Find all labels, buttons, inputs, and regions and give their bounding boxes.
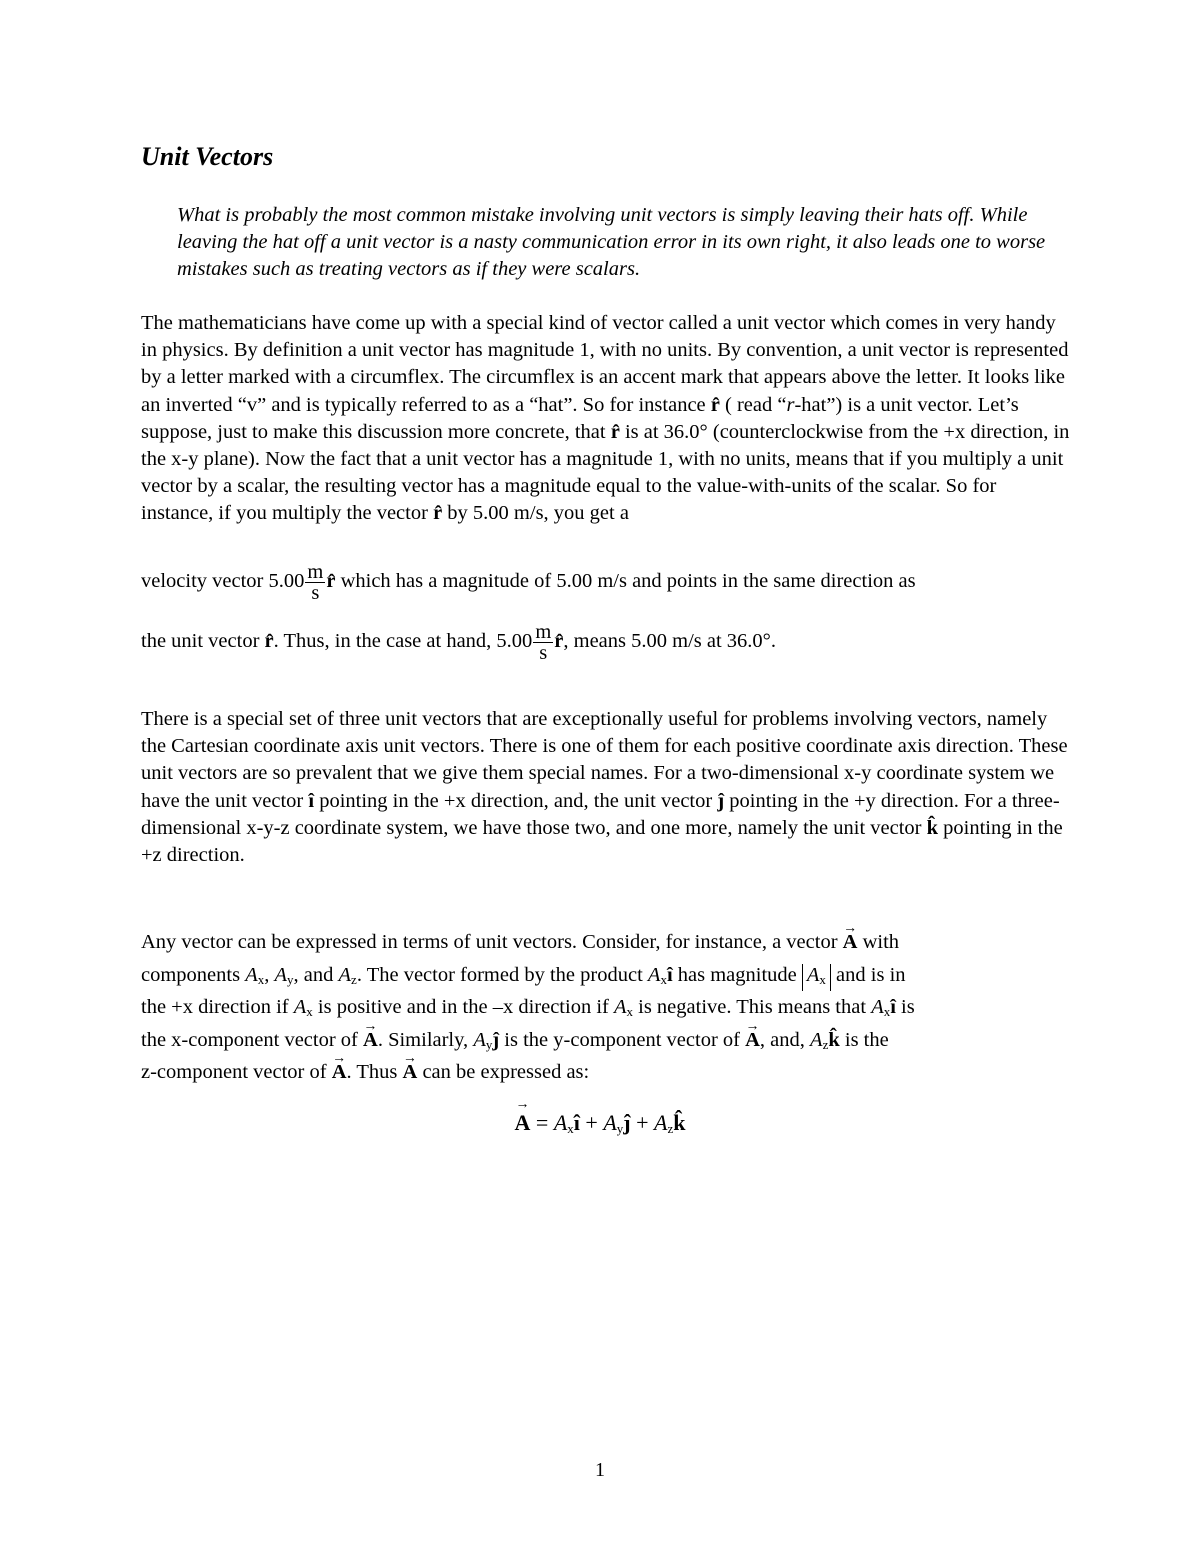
fraction-m-over-s: $\frac{m}{s}$ — [307, 561, 324, 604]
page-title: Unit Vectors — [141, 142, 274, 171]
vector-equation: → $A = A_xî$ + $A_yĵ$ + $A_zk̂$ — [0, 1110, 1200, 1137]
paragraph-cartesian-unit-vectors: There is a special set of three unit vectors that are exceptionally useful for problems involving vectors, namely the Cartesian coordinate axis unit vectors. There is one of them for each positive coordinate axis direction. These unit vectors are so prevalent that we give them special names. For a two-dimensional x-y coordinate system we have the unit vector î pointing in the +x direction, and, the unit vector ĵ pointing in the +y direction. For a three-dimensional x-y-z coordinate system, we have those two, and one more, namely the unit vector k̂ pointing in the +z direction. — [141, 708, 1068, 867]
absolute-value: $A_x$ — [802, 964, 831, 991]
intro-quote: What is probably the most common mistake involving unit vectors is simply leaving their hats off. While leaving the hat off a unit vector is a nasty communication error in its own right, it also leads one to worse mistakes such as treating vectors as if they were scalars. — [177, 204, 1046, 280]
formula-line-velocity: velocity vector 5.00 $\frac{m}{s}$ r̂ which has a magnitude of 5.00 m/s and points in the same direction as — [141, 561, 916, 604]
paragraph-vector-components: Any vector can be expressed in terms of unit vectors. Consider, for instance, a vector → A with components $A_x$, $A_y$, and $A_z$. The vector formed by the product $A_xî$ has magnitude $A_x$ and is in the +x direction if $A_x$ is positive and in the –x direction if $A_x$ is negative. This means that $A_xî$ is the x-component vector of → A. Similarly, $A_yĵ$ is the y-component vector of → A, and, $A_zk̂$ is the z-component vector of → A. Thus → A can be expressed as: — [141, 926, 1071, 1089]
paragraph-unit-vector-definition: The mathematicians have come up with a special kind of vector called a unit vector which comes in very handy in physics. By definition a unit vector has magnitude 1, with no units. By convention, a unit vector is represented by a letter marked with a circumflex. The circumflex is an accent mark that appears above the letter. It looks like an inverted “v” and is typically referred to as a “hat”. So for instance r̂ ( read “r-hat”) is a unit vector. Let’s suppose, just to make this discussion more concrete, that r̂ is at 36.0° (counterclockwise from the +x direction, in the x-y plane). Now the fact that a unit vector has a magnitude 1, with no units, means that if you multiply a unit vector by a scalar, the resulting vector has a magnitude equal to the value-with-units of the scalar. So for instance, if you multiply the vector r̂ by 5.00 m/s, you get a — [141, 312, 1070, 525]
fraction-m-over-s: $\frac{m}{s}$ — [535, 621, 552, 664]
page-number: 1 — [595, 1459, 605, 1481]
formula-line-case: the unit vector r̂. Thus, in the case at hand, 5.00 $\frac{m}{s}$ r̂, means 5.00 m/s at 36.0°. — [141, 621, 776, 664]
